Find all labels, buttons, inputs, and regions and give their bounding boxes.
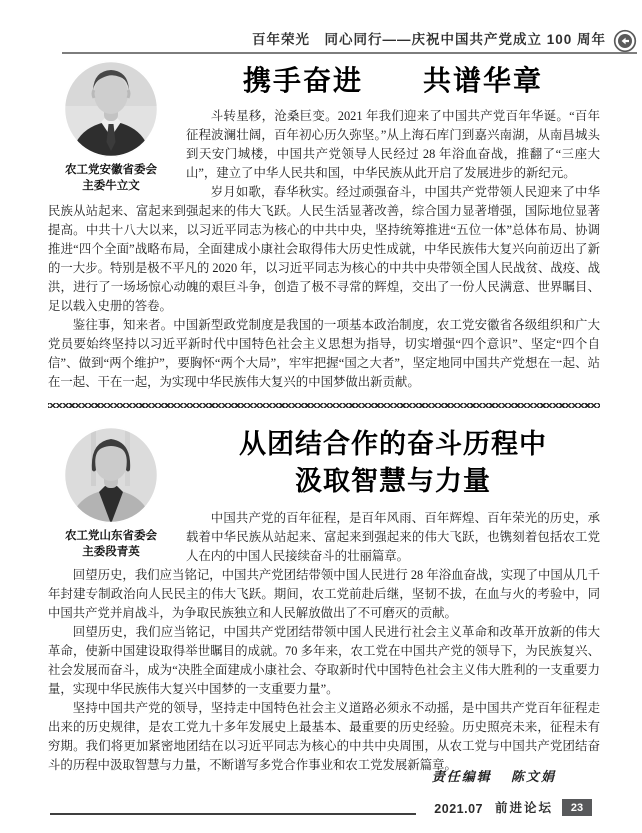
- editor-credit-name: 陈文娟: [510, 769, 556, 784]
- article-2-title-line2: 汲取智慧与力量: [295, 466, 491, 496]
- caption-org: 农工党安徽省委会: [65, 164, 157, 176]
- footer-rule: [50, 813, 416, 815]
- caption-name: 主委段青英: [82, 545, 140, 558]
- header-banner-text: 百年荣光 同心同行——庆祝中国共产党成立 100 周年: [251, 32, 606, 47]
- article-2-paragraph: 回望历史，我们应当铭记，中国共产党团结带领中国人民进行社会主义革命和改革开放新的伟大革命，使新中国建设取得举世瞩目的成就。70 多年来，农工党在中国共产党的领导下，为民族复兴、社会发展而奋斗，成为“决胜全面建成小康社会、夺取新时代中国特色社会主义伟大胜利的一支重要力量，实现中华民族伟大复兴中国梦的一支重要力量”。: [48, 625, 600, 696]
- footer-journal-name: 前进论坛: [494, 801, 553, 815]
- article-1: [48, 58, 600, 406]
- portrait-niu-liwen: [63, 60, 159, 158]
- caption-org: 农工党山东省委会: [65, 530, 157, 542]
- article-separator-rule: [48, 403, 600, 408]
- caption-name: 主委牛立文: [82, 179, 140, 192]
- article-2-paragraph: 坚持中国共产党的领导，坚持走中国特色社会主义道路必须永不动摇，是中国共产党百年征程走出来的历史规律，是农工党九十多年发展史上最基本、最重要的历史经验。历史照亮未来，征程未有穷期。我们将更加紧密地团结在以习近平同志为核心的中共中央周围，从农工党与中国共产党团结奋斗的历程中汲取智慧与力量，不断谱写多党合作事业和农工党发展新篇章。: [48, 701, 600, 772]
- article-2-paragraph: 回望历史，我们应当铭记，中国共产党团结带领中国人民进行 28 年浴血奋战，实现了中国从几千年封建专制政治向人民民主的伟大飞跃。期间，农工党前赴后继，坚韧不拔，在血与火的考验中，同中国共产党并肩战斗，为争取民族独立和人民解放做出了不可磨灭的贡献。: [48, 568, 600, 620]
- article-1-photo-caption: [48, 163, 174, 194]
- page-header: [62, 28, 637, 54]
- article-2-title-line1: 从团结合作的奋斗历程中: [239, 429, 547, 459]
- article-1-paragraph: 岁月如歌，春华秋实。经过顽强奋斗，中国共产党带领人民迎来了中华民族从站起来、富起来到强起来的伟大飞跃。人民生活显著改善，综合国力显著增强，国际地位显著提高。中共十八大以来，以习近平同志为核心的中共中央，坚持统筹推进“五位一体”总体布局、协调推进“四个全面”战略布局，全面建成小康社会取得伟大历史性成就，中华民族伟大复兴向前迈出了新的一大步。特别是极不平凡的 2020 年，以习近平同志为核心的中共中央带领全国人民战贫、战疫、战洪，进行了一场场惊心动魄的艰巨斗争，创造了极不寻常的辉煌，交出了一份人民满意、世界瞩目、足以载入史册的答卷。: [48, 185, 600, 313]
- page-number-badge: 23: [562, 799, 592, 816]
- article-2: [48, 424, 600, 784]
- article-1-photo-block: [48, 60, 174, 194]
- editor-credit-label: 责任编辑: [431, 769, 492, 784]
- editor-credit: [432, 766, 556, 785]
- article-2-photo-caption: [48, 529, 174, 560]
- portrait-duan-qingying: [63, 426, 159, 524]
- page-footer: [50, 798, 592, 816]
- article-1-title: 携手奋进 共谱华章: [242, 65, 543, 96]
- article-2-paragraph: 中国共产党的百年征程，是百年风雨、百年辉煌、百年荣光的历史，承载着中华民族从站起来、富起来到强起来的伟大飞跃，也镌刻着包括农工党人在内的中国人民接续奋斗的壮丽篇章。: [186, 511, 600, 563]
- article-1-paragraph: 斗转星移，沧桑巨变。2021 年我们迎来了中国共产党百年华诞。“百年征程波澜壮阔，百年初心历久弥坚。”从上海石库门到嘉兴南湖，从南昌城头到天安门城楼，中国共产党领导人民经过 28 年浴血奋战，推翻了“三座大山”，建立了中华人民共和国，中华民族从此开启了发展进步的新纪元。: [186, 109, 600, 180]
- article-2-photo-block: [48, 426, 174, 560]
- circled-left-arrow-icon: [613, 29, 637, 53]
- footer-issue-date: 2021.07: [434, 802, 483, 816]
- article-1-paragraph: 鉴往事，知来者。中国新型政党制度是我国的一项基本政治制度，农工党安徽省各级组织和广大党员要始终坚持以习近平新时代中国特色社会主义思想为指导，切实增强“四个意识”、坚定“四个自信”、做到“两个维护”，要胸怀“两个大局”，牢牢把握“国之大者”，坚定地同中国共产党想在一起、站在一起、干在一起，为实现中华民族伟大复兴的中国梦做出新贡献。: [48, 318, 600, 389]
